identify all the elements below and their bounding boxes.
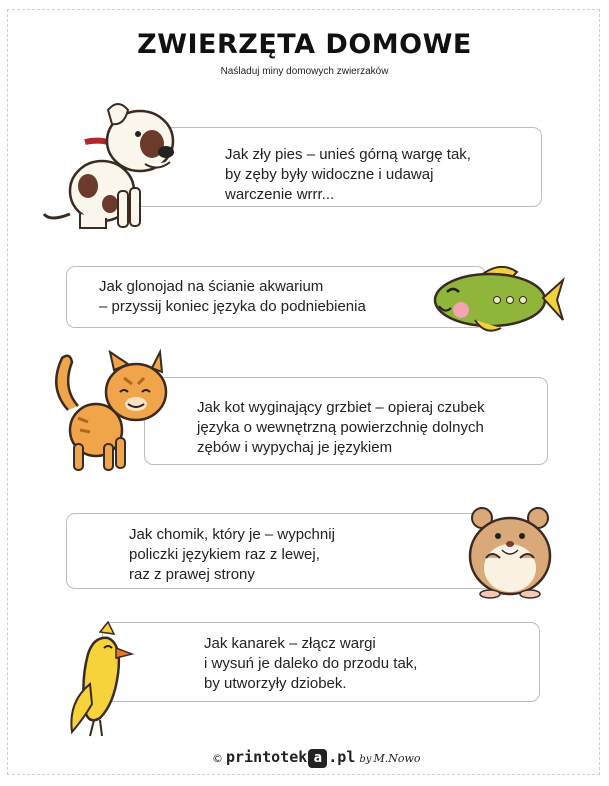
cat-illustration: [44, 348, 174, 473]
card-cat-text: [197, 398, 485, 458]
fish-illustration: [425, 258, 565, 338]
card-line: policzki językiem raz z lewej,: [129, 546, 320, 563]
brand-prefix: printotek: [226, 748, 308, 766]
canary-illustration: [60, 614, 140, 744]
brand-suffix: .pl: [328, 748, 356, 766]
page-title: ZWIERZĘTA DOMOWE: [137, 29, 472, 60]
card-line: zębów i wypychaj je językiem: [197, 439, 393, 456]
brand-badge: a: [308, 749, 327, 768]
page-subtitle: Naśladuj miny domowych zwierzaków: [220, 66, 389, 77]
hamster-illustration: [460, 502, 560, 600]
card-line: Jak glonojad na ścianie akwarium: [99, 278, 324, 295]
card-canary-text: [204, 634, 417, 694]
card-hamster-text: [129, 525, 335, 585]
by-label: by: [359, 754, 372, 765]
footer-brand: [212, 748, 420, 768]
card-line: Jak kot wyginający grzbiet – opieraj czubek: [197, 399, 485, 416]
card-line: języka o wewnętrzną powierzchnię dolnych: [197, 419, 484, 436]
dog-illustration: [40, 96, 185, 236]
card-fish-text: [99, 277, 366, 317]
card-line: Jak chomik, który je – wypchnij: [129, 526, 335, 543]
copyright-symbol: ©: [212, 752, 223, 765]
author-signature: M.Nowo: [373, 752, 421, 765]
card-line: by zęby były widoczne i udawaj: [225, 166, 434, 183]
card-dog-text: [225, 145, 471, 205]
card-line: by utworzyły dziobek.: [204, 675, 347, 692]
card-line: i wysuń je daleko do przodu tak,: [204, 655, 418, 672]
card-line: warczenie wrrr...: [225, 186, 335, 203]
card-line: Jak kanarek – złącz wargi: [204, 635, 376, 652]
card-line: – przyssij koniec języka do podniebienia: [99, 298, 366, 315]
card-line: raz z prawej strony: [129, 566, 255, 583]
card-line: Jak zły pies – unieś górną wargę tak,: [225, 146, 471, 163]
